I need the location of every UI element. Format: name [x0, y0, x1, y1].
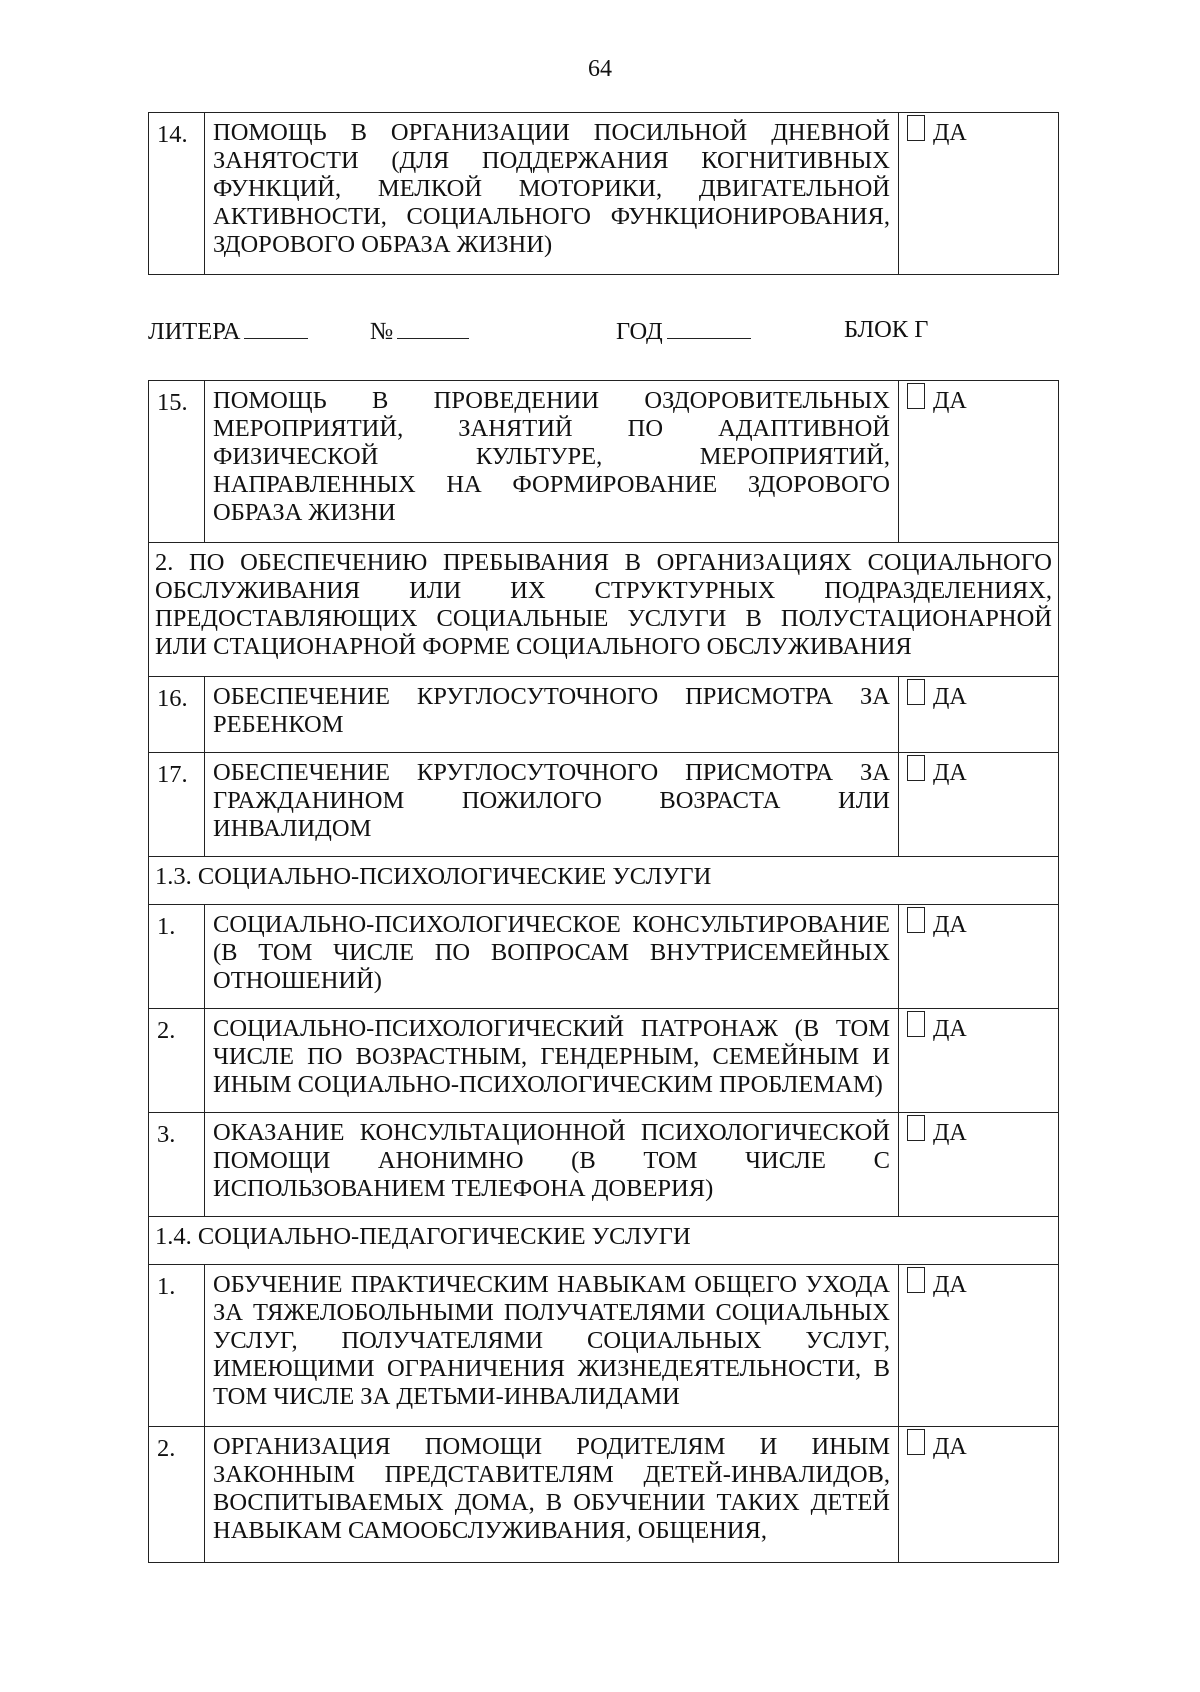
service-description: ОРГАНИЗАЦИЯ ПОМОЩИ РОДИТЕЛЯМ И ИНЫМ ЗАКОННЫМ ПРЕДСТАВИТЕЛЯМ ДЕТЕЙ-ИНВАЛИДОВ, ВОСПИТЫВАЕМЫХ ДОМА, В ОБУЧЕНИИ ТАКИХ ДЕТЕЙ НАВЫКАМ САМООБСЛУЖИВАНИЯ, ОБЩЕНИЯ, — [205, 1427, 899, 1563]
service-row — [149, 1009, 1059, 1113]
da-checkbox[interactable] — [907, 1429, 925, 1455]
service-row — [149, 381, 1059, 543]
service-description: ОБЕСПЕЧЕНИЕ КРУГЛОСУТОЧНОГО ПРИСМОТРА ЗА РЕБЕНКОМ — [205, 677, 899, 753]
service-row — [149, 905, 1059, 1009]
da-checkbox[interactable] — [907, 755, 925, 781]
section-heading: 1.4. СОЦИАЛЬНО-ПЕДАГОГИЧЕСКИЕ УСЛУГИ — [149, 1217, 1059, 1265]
da-checkbox-label: ДА — [933, 120, 967, 146]
page-number: 64 — [588, 56, 612, 82]
section-heading-row — [149, 543, 1059, 677]
service-checkbox-cell — [899, 753, 1059, 857]
service-number: 16. — [149, 677, 205, 753]
service-number: 2. — [149, 1009, 205, 1113]
litera-label: ЛИТЕРА — [148, 318, 241, 345]
service-number: 1. — [149, 905, 205, 1009]
da-checkbox-label: ДА — [933, 388, 967, 414]
service-checkbox-cell — [899, 1427, 1059, 1563]
block-label: БЛОК Г — [844, 316, 929, 343]
section-heading-row — [149, 857, 1059, 905]
da-checkbox[interactable] — [907, 383, 925, 409]
service-number: 14. — [149, 113, 205, 275]
service-number: 2. — [149, 1427, 205, 1563]
service-checkbox-cell — [899, 1265, 1059, 1427]
da-checkbox[interactable] — [907, 907, 925, 933]
service-description: ПОМОЩЬ В ОРГАНИЗАЦИИ ПОСИЛЬНОЙ ДНЕВНОЙ ЗАНЯТОСТИ (ДЛЯ ПОДДЕРЖАНИЯ КОГНИТИВНЫХ ФУНКЦИЙ, МЕЛКОЙ МОТОРИКИ, ДВИГАТЕЛЬНОЙ АКТИВНОСТИ, СОЦИАЛЬНОГО ФУНКЦИОНИРОВАНИЯ, ЗДОРОВОГО ОБРАЗА ЖИЗНИ) — [205, 113, 899, 275]
service-number: 15. — [149, 381, 205, 543]
da-checkbox-label: ДА — [933, 1016, 967, 1042]
da-checkbox-label: ДА — [933, 760, 967, 786]
service-description: СОЦИАЛЬНО-ПСИХОЛОГИЧЕСКОЕ КОНСУЛЬТИРОВАНИЕ (В ТОМ ЧИСЛЕ ПО ВОПРОСАМ ВНУТРИСЕМЕЙНЫХ ОТНОШЕНИЙ) — [205, 905, 899, 1009]
service-checkbox-cell — [899, 1009, 1059, 1113]
service-checkbox-cell — [899, 113, 1059, 275]
service-checkbox-cell — [899, 677, 1059, 753]
section-heading-row — [149, 1217, 1059, 1265]
service-number: 3. — [149, 1113, 205, 1217]
year-label: ГОД — [616, 318, 663, 345]
service-description: СОЦИАЛЬНО-ПСИХОЛОГИЧЕСКИЙ ПАТРОНАЖ (В ТОМ ЧИСЛЕ ПО ВОЗРАСТНЫМ, ГЕНДЕРНЫМ, СЕМЕЙНЫМ И ИНЫМ СОЦИАЛЬНО-ПСИХОЛОГИЧЕСКИМ ПРОБЛЕМАМ) — [205, 1009, 899, 1113]
service-number: 17. — [149, 753, 205, 857]
service-number: 1. — [149, 1265, 205, 1427]
da-checkbox[interactable] — [907, 679, 925, 705]
da-checkbox-label: ДА — [933, 1120, 967, 1146]
da-checkbox[interactable] — [907, 1115, 925, 1141]
section-heading: 2. ПО ОБЕСПЕЧЕНИЮ ПРЕБЫВАНИЯ В ОРГАНИЗАЦИЯХ СОЦИАЛЬНОГО ОБСЛУЖИВАНИЯ ИЛИ ИХ СТРУКТУРНЫХ ПОДРАЗДЕЛЕНИЯХ, ПРЕДОСТАВЛЯЮЩИХ СОЦИАЛЬНЫЕ УСЛУГИ В ПОЛУСТАЦИОНАРНОЙ ИЛИ СТАЦИОНАРНОЙ ФОРМЕ СОЦИАЛЬНОГО ОБСЛУЖИВАНИЯ — [149, 543, 1059, 677]
number-field — [370, 316, 469, 346]
litera-blank[interactable] — [244, 316, 308, 339]
service-checkbox-cell — [899, 1113, 1059, 1217]
da-checkbox-label: ДА — [933, 684, 967, 710]
da-checkbox-label: ДА — [933, 1272, 967, 1298]
block-identifier-line — [148, 316, 1058, 346]
service-description: ОБЕСПЕЧЕНИЕ КРУГЛОСУТОЧНОГО ПРИСМОТРА ЗА ГРАЖДАНИНОМ ПОЖИЛОГО ВОЗРАСТА ИЛИ ИНВАЛИДОМ — [205, 753, 899, 857]
service-row — [149, 753, 1059, 857]
service-row — [149, 1265, 1059, 1427]
year-field — [616, 316, 751, 346]
number-label: № — [370, 318, 394, 345]
service-row — [149, 113, 1059, 275]
litera-field — [148, 316, 308, 346]
da-checkbox-label: ДА — [933, 912, 967, 938]
service-row — [149, 1113, 1059, 1217]
section-heading: 1.3. СОЦИАЛЬНО-ПСИХОЛОГИЧЕСКИЕ УСЛУГИ — [149, 857, 1059, 905]
service-checkbox-cell — [899, 905, 1059, 1009]
service-table-top — [148, 112, 1059, 275]
service-checkbox-cell — [899, 381, 1059, 543]
service-description: ОКАЗАНИЕ КОНСУЛЬТАЦИОННОЙ ПСИХОЛОГИЧЕСКОЙ ПОМОЩИ АНОНИМНО (В ТОМ ЧИСЛЕ С ИСПОЛЬЗОВАНИЕМ ТЕЛЕФОНА ДОВЕРИЯ) — [205, 1113, 899, 1217]
year-blank[interactable] — [667, 316, 751, 339]
service-description: ОБУЧЕНИЕ ПРАКТИЧЕСКИМ НАВЫКАМ ОБЩЕГО УХОДА ЗА ТЯЖЕЛОБОЛЬНЫМИ ПОЛУЧАТЕЛЯМИ СОЦИАЛЬНЫХ УСЛУГ, ПОЛУЧАТЕЛЯМИ СОЦИАЛЬНЫХ УСЛУГ, ИМЕЮЩИМИ ОГРАНИЧЕНИЯ ЖИЗНЕДЕЯТЕЛЬНОСТИ, В ТОМ ЧИСЛЕ ЗА ДЕТЬМИ-ИНВАЛИДАМИ — [205, 1265, 899, 1427]
service-row — [149, 1427, 1059, 1563]
da-checkbox[interactable] — [907, 1011, 925, 1037]
number-blank[interactable] — [397, 316, 469, 339]
da-checkbox-label: ДА — [933, 1434, 967, 1460]
da-checkbox[interactable] — [907, 115, 925, 141]
service-description: ПОМОЩЬ В ПРОВЕДЕНИИ ОЗДОРОВИТЕЛЬНЫХ МЕРОПРИЯТИЙ, ЗАНЯТИЙ ПО АДАПТИВНОЙ ФИЗИЧЕСКОЙ КУЛЬТУРЕ, МЕРОПРИЯТИЙ, НАПРАВЛЕННЫХ НА ФОРМИРОВАНИЕ ЗДОРОВОГО ОБРАЗА ЖИЗНИ — [205, 381, 899, 543]
service-row — [149, 677, 1059, 753]
da-checkbox[interactable] — [907, 1267, 925, 1293]
service-table-main — [148, 380, 1059, 1563]
